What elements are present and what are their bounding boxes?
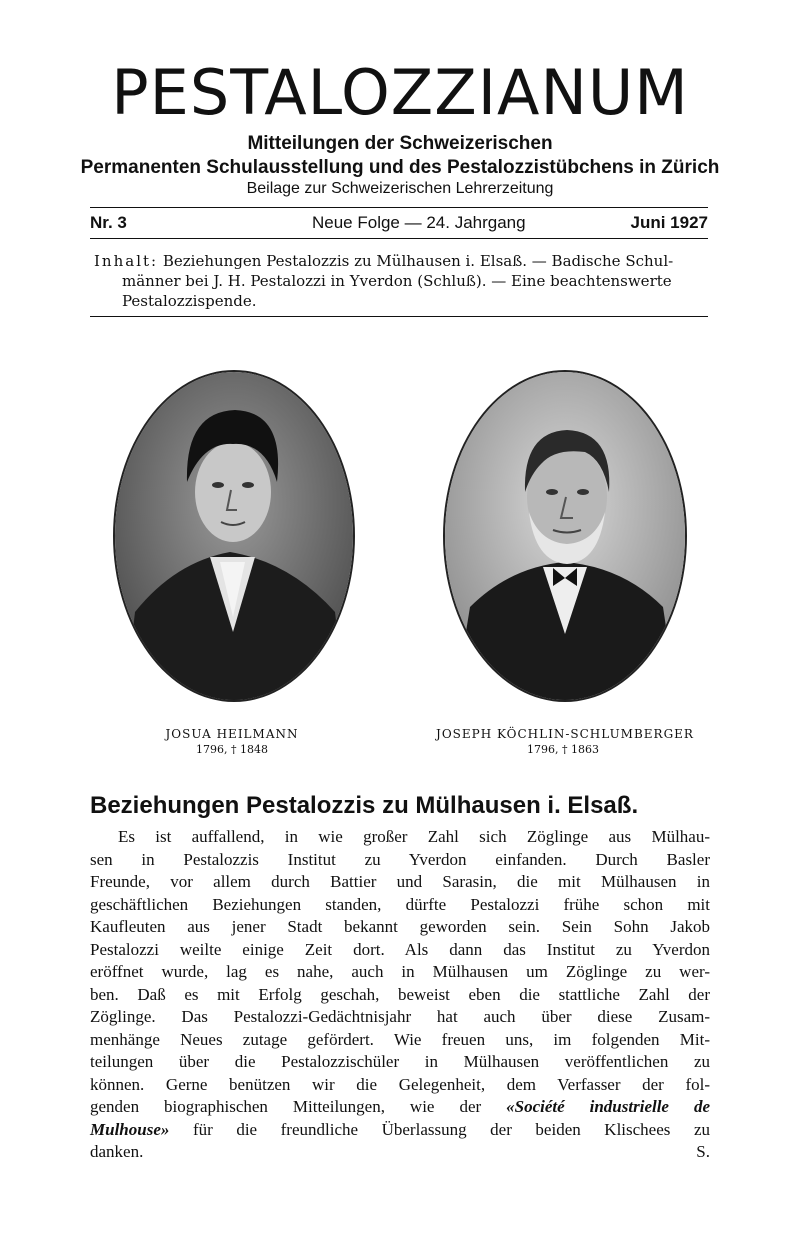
body-line: geschäftlichen Beziehungen standen, dürfte Pestalozzi frühe schon mit (90, 894, 710, 914)
body-line-14: Mulhouse» für die freundliche Überlassung der beiden Klischees zu (90, 1119, 710, 1139)
body-line: Es ist auffallend, in wie großer Zahl sich Zöglinge aus Mülhau- (118, 827, 710, 846)
contents-line-2: männer bei J. H. Pestalozzi in Yverdon (Schluß). — Eine beachtenswerte (122, 272, 672, 290)
body-line-13: genden biographischen Mitteilungen, wie der «Société industrielle de (90, 1097, 710, 1116)
article-title: Beziehungen Pestalozzis zu Mülhausen i. Elsaß. (90, 792, 639, 819)
issue-rule (90, 238, 708, 239)
body-line: teilungen über die Pestalozzischüler in Mülhausen veröffentlichen zu (90, 1052, 710, 1071)
signature: S. (696, 1142, 710, 1161)
issue-bar (90, 213, 708, 237)
portrait-1-name: JOSUA HEILMANN (165, 727, 299, 741)
body-line: Zöglinge. Das Pestalozzi-Gedächtnisjahr hat auch über diese Zusam- (90, 1007, 710, 1026)
contents-line-1: Beziehungen Pestalozzis zu Mülhausen i. Elsaß. — Badische Schul- (162, 252, 674, 270)
subtitle-line-1: Mitteilungen der Schweizerischen (247, 133, 553, 154)
portrait-2-name: JOSEPH KÖCHLIN-SCHLUMBERGER (436, 727, 694, 741)
issue-series: Neue Folge — 24. Jahrgang (312, 213, 526, 232)
portrait-2-dates: 1796, † 1863 (527, 743, 599, 756)
body-line: Kaufleuten aus jener Stadt bekannt geworden sein. Sein Sohn Jakob (90, 917, 710, 936)
body-line: Freunde, vor allem durch Battier und Sarasin, die mit Mülhausen in (90, 872, 710, 891)
society-name-part-2: Mulhouse» (90, 1119, 170, 1139)
contents-label: Inhalt: (94, 252, 159, 270)
body-line-15: danken. S. (90, 1142, 710, 1161)
body-line: können. Gerne benützen wir die Gelegenheit, dem Verfasser der fol- (90, 1074, 710, 1094)
issue-number: Nr. 3 (90, 213, 127, 232)
article-body (90, 826, 710, 1164)
issue-date: Juni 1927 (630, 213, 708, 232)
portrait-koechlin-schlumberger (443, 370, 687, 702)
body-line: Pestalozzi weilte einige Zeit dort. Als dann das Institut zu Yverdon (90, 939, 710, 959)
body-line: sen in Pestalozzis Institut zu Yverdon einfanden. Durch Basler (90, 849, 710, 869)
contents-line-3: Pestalozzispende. (122, 292, 257, 310)
body-line: eröffnet wurde, lag es nahe, auch in Mülhausen um Zöglinge zu wer- (90, 962, 710, 981)
body-line: ben. Daß es mit Erfolg geschah, beweist eben die stattliche Zahl der (90, 984, 710, 1004)
table-of-contents (94, 251, 708, 311)
top-rule (90, 207, 708, 208)
journal-title: PESTALOZZIANUM (111, 56, 689, 129)
subtitle-line-3: Beilage zur Schweizerischen Lehrerzeitung (246, 180, 554, 197)
contents-rule (90, 316, 708, 317)
society-name-part-1: «Société industrielle de (506, 1097, 710, 1116)
subtitle-line-2: Permanenten Schulausstellung und des Pestalozzistübchens in Zürich (80, 157, 720, 178)
portrait-heilmann (113, 370, 355, 702)
body-line: menhänge Neues zutage gefördert. Wie freuen uns, im folgenden Mit- (90, 1029, 710, 1049)
portrait-1-dates: 1796, † 1848 (196, 743, 268, 756)
